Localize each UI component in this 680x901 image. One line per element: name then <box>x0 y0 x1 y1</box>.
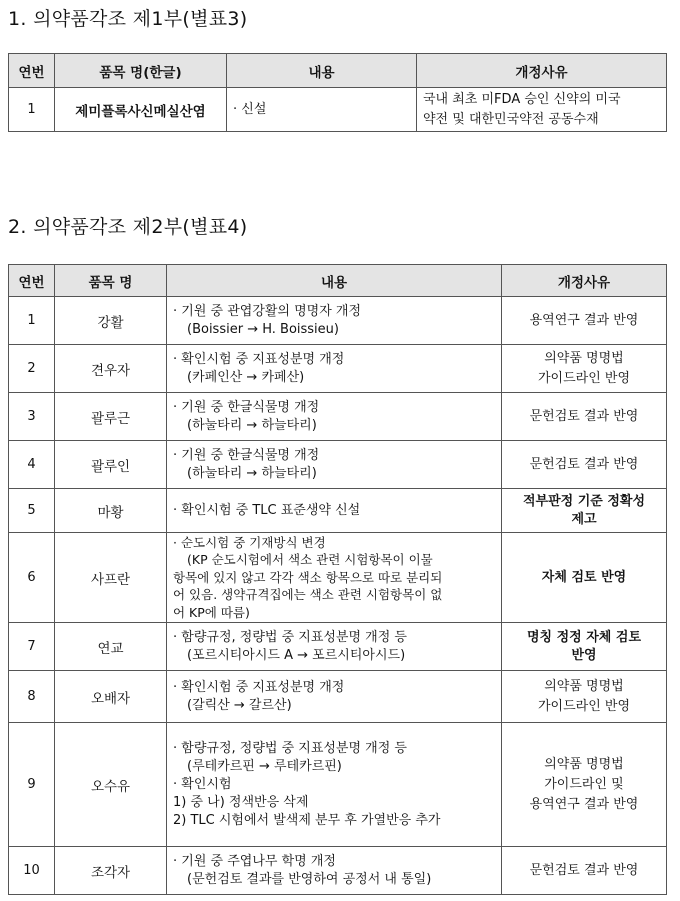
content-line: 1) 중 나) 정색반응 삭제 <box>173 794 309 810</box>
reason-line: 용역연구 결과 반영 <box>529 312 639 328</box>
content-line: (포르시티아시드 A → 포르시티아시드) <box>187 647 406 663</box>
row-reason <box>502 671 667 723</box>
row-no: 5 <box>9 489 55 533</box>
row-content <box>167 393 502 441</box>
row-reason <box>502 393 667 441</box>
row-no: 1 <box>9 297 55 345</box>
row-content <box>167 533 502 623</box>
content-line: · 기원 중 한글식물명 개정 <box>173 447 320 463</box>
reason-line: 자체 검토 반영 <box>541 569 627 585</box>
content-line: (카페인산 → 카페산) <box>187 369 305 385</box>
row-reason <box>502 441 667 489</box>
row-no: 6 <box>9 533 55 623</box>
row-name: 괄루인 <box>55 441 167 489</box>
content-line: · 확인시험 중 지표성분명 개정 <box>173 679 345 695</box>
row-no: 9 <box>9 723 55 847</box>
row-no: 8 <box>9 671 55 723</box>
table-row <box>9 489 667 533</box>
row-content <box>167 489 502 533</box>
table-header-row <box>9 54 667 88</box>
row-reason <box>502 533 667 623</box>
row-reason <box>502 847 667 895</box>
row-content <box>167 345 502 393</box>
reason-line: 약전 및 대한민국약전 공동수재 <box>423 111 599 127</box>
header-content: 내용 <box>167 265 502 297</box>
row-name: 견우자 <box>55 345 167 393</box>
section2-title: 2. 의약품각조 제2부(별표4) <box>8 216 248 238</box>
row-content <box>167 441 502 489</box>
table-row <box>9 533 667 623</box>
content-line: · 함량규정, 정량법 중 지표성분명 개정 등 <box>173 740 407 756</box>
row-name: 마황 <box>55 489 167 533</box>
content-line: 어 KP에 따름) <box>173 604 250 620</box>
reason-line: 의약품 명명법 <box>544 678 624 694</box>
content-line: · 확인시험 중 지표성분명 개정 <box>173 351 345 367</box>
header-no: 연번 <box>9 54 55 88</box>
content-line: (하눌타리 → 하늘타리) <box>187 465 317 481</box>
row-name: 오배자 <box>55 671 167 723</box>
content-line: 어 있음. 생약규격집에는 색소 관련 시험항목이 없 <box>173 587 443 603</box>
row-reason <box>502 297 667 345</box>
row-no: 4 <box>9 441 55 489</box>
content-line: · 신설 <box>233 101 267 117</box>
row-name: 연교 <box>55 623 167 671</box>
table-row <box>9 88 667 132</box>
reason-line: 문헌검토 결과 반영 <box>529 408 639 424</box>
row-content <box>167 671 502 723</box>
reason-line: 반영 <box>571 647 597 663</box>
row-content <box>167 623 502 671</box>
content-line: · 확인시험 <box>173 776 232 792</box>
row-no: 7 <box>9 623 55 671</box>
reason-line: 의약품 명명법 <box>544 350 624 366</box>
table-row <box>9 847 667 895</box>
row-content <box>227 88 417 132</box>
reason-line: 문헌검토 결과 반영 <box>529 862 639 878</box>
table-row <box>9 723 667 847</box>
row-reason <box>502 489 667 533</box>
row-name: 조각자 <box>55 847 167 895</box>
reason-line: 적부판정 기준 정확성 <box>522 493 646 509</box>
header-reason: 개정사유 <box>417 54 667 88</box>
table-row <box>9 623 667 671</box>
header-content: 내용 <box>227 54 417 88</box>
content-line: · 함량규정, 정량법 중 지표성분명 개정 등 <box>173 629 407 645</box>
row-reason <box>502 723 667 847</box>
row-content <box>167 723 502 847</box>
table-row <box>9 297 667 345</box>
table-row <box>9 441 667 489</box>
row-content <box>167 297 502 345</box>
header-name: 품목 명(한글) <box>55 54 227 88</box>
content-line: (Boissier → H. Boissieu) <box>187 321 339 337</box>
content-line: (갈릭산 → 갈르산) <box>187 697 292 713</box>
content-line: 2) TLC 시험에서 발색제 분무 후 가열반응 추가 <box>173 812 441 828</box>
content-line: · 기원 중 한글식물명 개정 <box>173 399 320 415</box>
reason-line: 문헌검토 결과 반영 <box>529 456 639 472</box>
row-content <box>167 847 502 895</box>
row-no: 3 <box>9 393 55 441</box>
row-name: 제미플록사신메실산염 <box>55 88 227 132</box>
reason-line: 가이드라인 반영 <box>537 698 631 714</box>
table-row <box>9 393 667 441</box>
content-line: · 확인시험 중 TLC 표준생약 신설 <box>173 502 361 518</box>
row-no: 10 <box>9 847 55 895</box>
reason-line: 제고 <box>571 511 597 527</box>
row-reason <box>502 623 667 671</box>
row-reason <box>502 345 667 393</box>
content-line: (KP 순도시험에서 색소 관련 시험항목이 이물 <box>187 552 433 568</box>
section1-table <box>8 53 667 132</box>
row-reason <box>417 88 667 132</box>
row-name: 오수유 <box>55 723 167 847</box>
reason-line: 용역연구 결과 반영 <box>529 796 639 812</box>
section1-title: 1. 의약품각조 제1부(별표3) <box>8 8 248 30</box>
content-line: (문헌검토 결과를 반영하여 공정서 내 통일) <box>187 871 432 887</box>
reason-line: 명칭 정정 자체 검토 <box>526 629 642 645</box>
content-line: (하눌타리 → 하늘타리) <box>187 417 317 433</box>
header-name: 품목 명 <box>55 265 167 297</box>
content-line: (루테카르핀 → 루테카르핀) <box>187 758 342 774</box>
reason-line: 국내 최초 미FDA 승인 신약의 미국 <box>423 91 621 107</box>
header-no: 연번 <box>9 265 55 297</box>
row-name: 괄루근 <box>55 393 167 441</box>
content-line: 항목에 있지 않고 각각 색소 항목으로 따로 분리되 <box>173 569 443 585</box>
content-line: · 기원 중 주엽나무 학명 개정 <box>173 853 336 869</box>
content-line: · 순도시험 중 기재방식 변경 <box>173 534 326 550</box>
row-name: 강활 <box>55 297 167 345</box>
table-row <box>9 671 667 723</box>
table-row <box>9 345 667 393</box>
row-no: 2 <box>9 345 55 393</box>
section2-table <box>8 264 667 895</box>
header-reason: 개정사유 <box>502 265 667 297</box>
reason-line: 가이드라인 반영 <box>537 370 631 386</box>
row-name: 사프란 <box>55 533 167 623</box>
reason-line: 가이드라인 및 <box>544 776 624 792</box>
table-header-row <box>9 265 667 297</box>
reason-line: 의약품 명명법 <box>544 756 624 772</box>
row-no: 1 <box>9 88 55 132</box>
content-line: · 기원 중 관엽강활의 명명자 개정 <box>173 303 362 319</box>
